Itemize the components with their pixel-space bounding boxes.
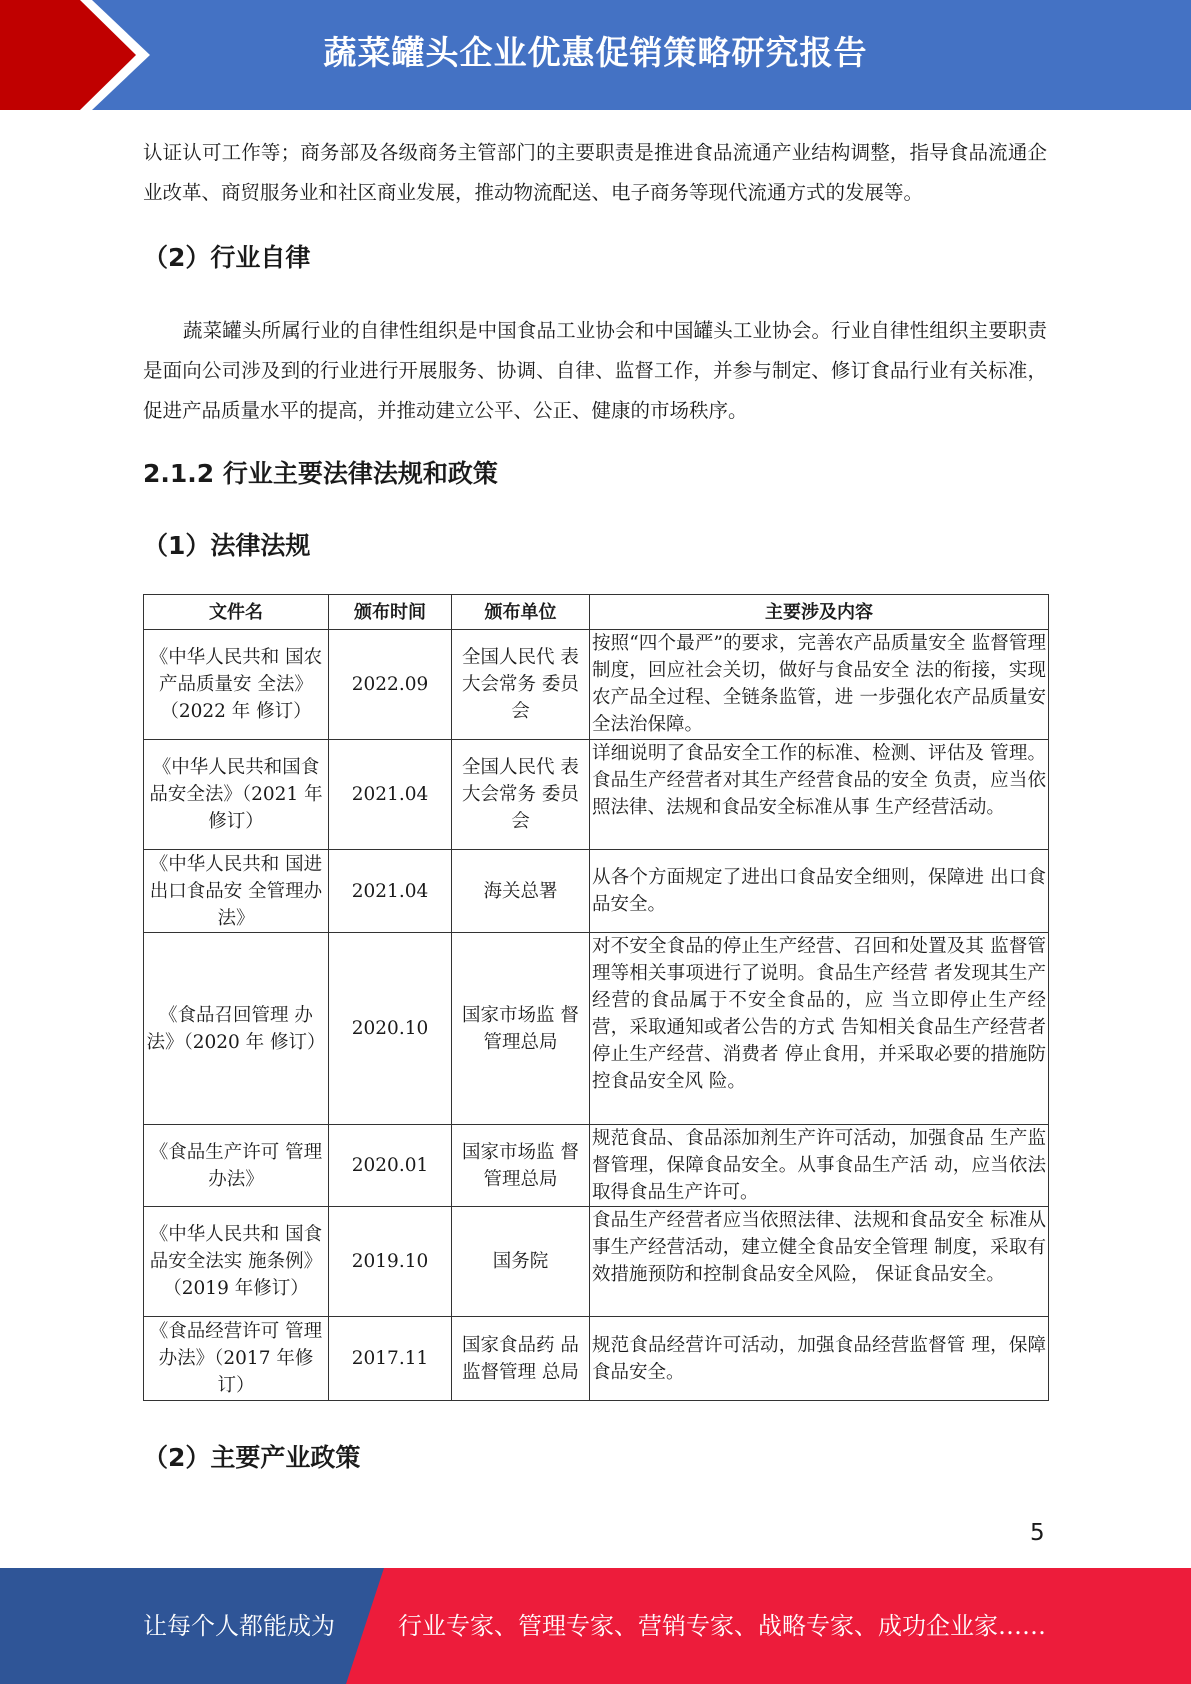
- laws-table: [143, 594, 1049, 1401]
- cell-issuer: 国家市场监 督管理总局: [452, 933, 590, 1125]
- cell-name: 《食品召回管理 办法》（2020 年 修订）: [144, 933, 329, 1125]
- cell-issuer: 国务院: [452, 1207, 590, 1317]
- cell-date: 2021.04: [329, 740, 452, 850]
- cell-name: 《中华人民共和国食品安全法》（2021 年修订）: [144, 740, 329, 850]
- cell-name: 《中华人民共和 国食品安全法实 施条例》（2019 年修订）: [144, 1207, 329, 1317]
- footer-slogan-left: 让每个人都能成为: [143, 1612, 335, 1640]
- cell-content: 对不安全食品的停止生产经营、召回和处置及其 监督管理等相关事项进行了说明。食品生产经营 者发现其生产经营的食品属于不安全食品的，应 当立即停止生产经营，采取通知或者公告的方式 告知相关食品生产经营者停止生产经营、消费者 停止食用，并采取必要的措施防控食品安全风 险。: [590, 933, 1049, 1125]
- table-row: [144, 1207, 1049, 1317]
- col-header-name: 文件名: [144, 595, 329, 630]
- cell-content: 规范食品经营许可活动，加强食品经营监督管 理，保障食品安全。: [590, 1317, 1049, 1401]
- cell-date: 2019.10: [329, 1207, 452, 1317]
- intro-paragraph: 认证认可工作等；商务部及各级商务主管部门的主要职责是推进食品流通产业结构调整，指导食品流通企业改革、商贸服务业和社区商业发展，推动物流配送、电子商务等现代流通方式的发展等。: [143, 141, 1047, 204]
- page-footer: [0, 1568, 1191, 1684]
- heading-industrial-policy: （2）主要产业政策: [143, 1443, 361, 1472]
- report-title: 蔬菜罐头企业优惠促销策略研究报告: [323, 33, 868, 72]
- table-row: [144, 933, 1049, 1125]
- table-header-row: [144, 595, 1049, 630]
- cell-date: 2022.09: [329, 630, 452, 740]
- paragraph-self-discipline: 蔬菜罐头所属行业的自律性组织是中国食品工业协会和中国罐头工业协会。行业自律性组织主要职责是面向公司涉及到的行业进行开展服务、协调、自律、监督工作，并参与制定、修订食品行业有关标准，促进产品质量水平的提高，并推动建立公平、公正、健康的市场秩序。: [143, 319, 1047, 422]
- cell-date: 2020.10: [329, 933, 452, 1125]
- cell-date: 2020.01: [329, 1125, 452, 1207]
- col-header-date: 颁布时间: [329, 595, 452, 630]
- heading-laws: （1）法律法规: [143, 531, 311, 560]
- cell-content: 规范食品、食品添加剂生产许可活动，加强食品 生产监督管理，保障食品安全。从事食品生产活 动，应当依法取得食品生产许可。: [590, 1125, 1049, 1207]
- table-row: [144, 850, 1049, 933]
- heading-laws-policies: 2.1.2 行业主要法律法规和政策: [143, 459, 498, 488]
- cell-issuer: 国家市场监 督管理总局: [452, 1125, 590, 1207]
- cell-name: 《食品生产许可 管理办法》: [144, 1125, 329, 1207]
- cell-content: 详细说明了食品安全工作的标准、检测、评估及 管理。食品生产经营者对其生产经营食品的安全 负责，应当依照法律、法规和食品安全标准从事 生产经营活动。: [590, 740, 1049, 850]
- table-row: [144, 1317, 1049, 1401]
- cell-date: 2021.04: [329, 850, 452, 933]
- page-number: 5: [1030, 1520, 1045, 1546]
- page-header: [0, 0, 1191, 110]
- table-row: [144, 1125, 1049, 1207]
- heading-self-discipline: （2）行业自律: [143, 243, 311, 272]
- cell-name: 《食品经营许可 管理办法》（2017 年修订）: [144, 1317, 329, 1401]
- cell-date: 2017.11: [329, 1317, 452, 1401]
- cell-content: 按照“四个最严”的要求，完善农产品质量安全 监督管理制度，回应社会关切，做好与食品安全 法的衔接，实现农产品全过程、全链条监管，进 一步强化农产品质量安全法治保障。: [590, 630, 1049, 740]
- cell-issuer: 海关总署: [452, 850, 590, 933]
- cell-name: 《中华人民共和 国农产品质量安 全法》（2022 年 修订）: [144, 630, 329, 740]
- cell-content: 从各个方面规定了进出口食品安全细则，保障进 出口食品安全。: [590, 850, 1049, 933]
- table-row: [144, 630, 1049, 740]
- cell-issuer: 全国人民代 表大会常务 委员会: [452, 630, 590, 740]
- cell-content: 食品生产经营者应当依照法律、法规和食品安全 标准从事生产经营活动，建立健全食品安全管理 制度，采取有效措施预防和控制食品安全风险， 保证食品安全。: [590, 1207, 1049, 1317]
- table-row: [144, 740, 1049, 850]
- footer-slogan-right: 行业专家、管理专家、营销专家、战略专家、成功企业家……: [398, 1612, 1046, 1640]
- cell-name: 《中华人民共和 国进出口食品安 全管理办法》: [144, 850, 329, 933]
- col-header-issuer: 颁布单位: [452, 595, 590, 630]
- cell-issuer: 全国人民代 表大会常务 委员会: [452, 740, 590, 850]
- col-header-content: 主要涉及内容: [590, 595, 1049, 630]
- cell-issuer: 国家食品药 品监督管理 总局: [452, 1317, 590, 1401]
